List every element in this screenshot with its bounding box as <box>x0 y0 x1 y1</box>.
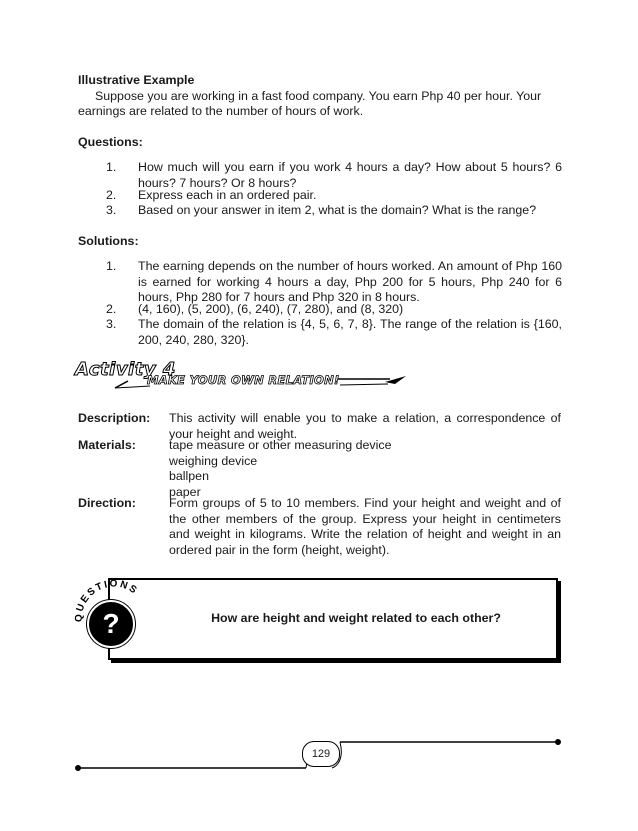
questions-heading: Questions: <box>78 135 143 149</box>
solution-text: The domain of the relation is {4, 5, 6, 7, 8}. The range of the relation is {160, 200, 240, 280, 320}. <box>138 317 562 347</box>
materials-item: paper <box>169 484 201 499</box>
solution-number: 2. <box>106 302 117 316</box>
materials-item: tape measure or other measuring device <box>169 438 392 452</box>
solution-text: The earning depends on the number of hours worked. An amount of Php 160 is earned for working 4 hours a day, Php 200 for 5 hours, Php 240 for 6 hours, Php 280 for 7 hours and Php 320 in 8 hours. <box>138 259 562 304</box>
questions-badge-text: QUESTIONS <box>73 578 141 623</box>
solution-item <box>78 317 563 348</box>
question-item <box>78 203 563 219</box>
materials-list <box>169 438 561 500</box>
questions-box-text: How are height and weight related to each other? <box>211 611 501 625</box>
page-number: 129 <box>302 741 340 767</box>
question-number: 1. <box>106 160 117 174</box>
solution-item <box>78 302 563 318</box>
question-item <box>78 188 563 204</box>
question-mark-icon: ? <box>87 600 135 648</box>
solution-item <box>78 259 563 306</box>
solution-number: 3. <box>106 317 117 331</box>
solution-number: 1. <box>106 259 117 273</box>
solutions-heading: Solutions: <box>78 234 139 248</box>
activity-title: Activity 4 <box>75 359 176 380</box>
question-text: How much will you earn if you work 4 hours a day? How about 5 hours? 6 hours? 7 hours? Or 8 hours? <box>138 160 562 190</box>
direction-row <box>78 496 563 558</box>
question-text: Express each in an ordered pair. <box>138 188 317 202</box>
materials-item: weighing device <box>169 453 258 468</box>
direction-text: Form groups of 5 to 10 members. Find your height and weight and of the other members of the group. Express your height in centimeters and weight in kilograms. Write the relation of height and weight in an ordered pair in the form (height, weight). <box>169 496 561 557</box>
description-text: This activity will enable you to make a relation, a correspondence of your height and weight. <box>169 411 561 441</box>
description-label: Description: <box>78 411 151 425</box>
question-text: Based on your answer in item 2, what is the domain? What is the range? <box>138 203 537 217</box>
question-item <box>78 160 563 191</box>
solution-text: (4, 160), (5, 200), (6, 240), (7, 280), and (8, 320) <box>138 302 404 316</box>
example-text-line2: earnings are related to the number of hours of work. <box>78 104 364 118</box>
materials-label: Materials: <box>78 438 136 452</box>
question-number: 3. <box>106 203 117 217</box>
question-number: 2. <box>106 188 117 202</box>
example-title: Illustrative Example <box>78 73 195 87</box>
activity-subtitle: MAKE YOUR OWN RELATION! <box>147 373 340 387</box>
materials-item: ballpen <box>169 469 209 483</box>
materials-row <box>78 438 563 500</box>
example-text-line1: Suppose you are working in a fast food company. You earn Php 40 per hour. Your <box>95 89 542 103</box>
direction-label: Direction: <box>78 496 136 510</box>
